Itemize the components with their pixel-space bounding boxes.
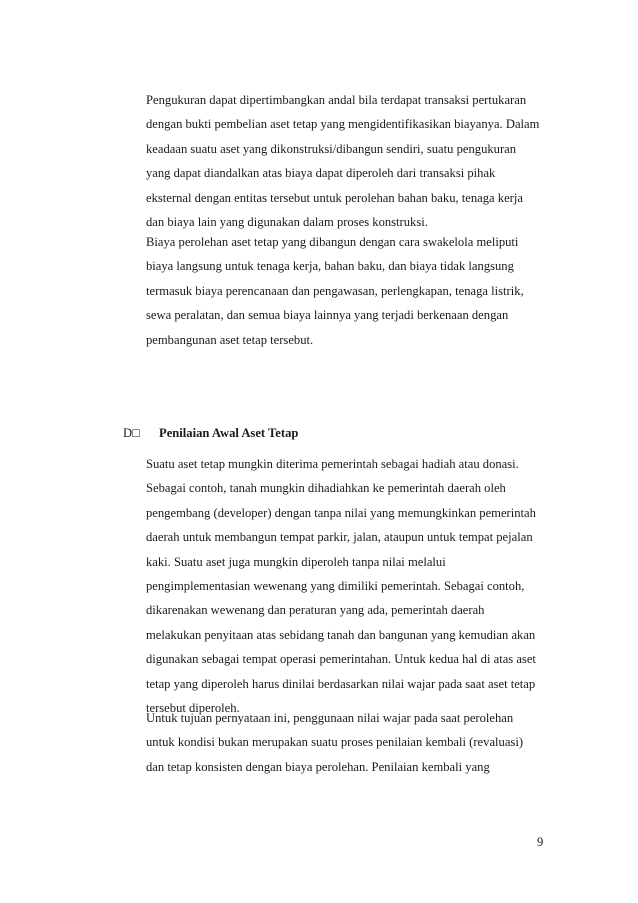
text-line: digunakan sebagai tempat operasi pemerintahan. Untuk kedua hal di atas aset	[146, 652, 536, 667]
paragraph-4	[146, 706, 546, 779]
text-line: pengimplementasian wewenang yang dimiliki pemerintah. Sebagai contoh,	[146, 579, 525, 594]
text-line: dikarenakan wewenang dan peraturan yang ada, pemerintah daerah	[146, 603, 485, 618]
text-line: untuk kondisi bukan merupakan suatu proses penilaian kembali (revaluasi)	[146, 735, 524, 750]
text-line: dan tetap konsisten dengan biaya perolehan. Penilaian kembali yang	[146, 759, 490, 774]
paragraph-3	[146, 452, 546, 720]
section-marker: D□	[123, 426, 140, 440]
text-line: yang dapat diandalkan atas biaya dapat diperoleh dari transaksi pihak	[146, 166, 496, 181]
text-line: keadaan suatu aset yang dikonstruksi/dibangun sendiri, suatu pengukuran	[146, 141, 517, 156]
section-title: Penilaian Awal Aset Tetap	[159, 426, 299, 440]
section-heading	[123, 421, 298, 445]
text-line: termasuk biaya perencanaan dan pengawasan, perlengkapan, tenaga listrik,	[146, 283, 524, 298]
text-line: tetap yang diperoleh harus dinilai berdasarkan nilai wajar pada saat aset tetap	[146, 676, 536, 691]
text-line: sewa peralatan, dan semua biaya lainnya yang terjadi berkenaan dengan	[146, 308, 509, 323]
text-line: Biaya perolehan aset tetap yang dibangun dengan cara swakelola meliputi	[146, 235, 519, 249]
text-line: dengan bukti pembelian aset tetap yang mengidentifikasikan biayanya. Dalam	[146, 117, 540, 132]
text-line: pengembang (developer) dengan tanpa nilai yang memungkinkan pemerintah	[146, 505, 536, 520]
page-number: 9	[537, 835, 544, 849]
paragraph-1	[146, 88, 546, 234]
text-line: pembangunan aset tetap tersebut.	[146, 332, 314, 347]
paragraph-2	[146, 230, 546, 352]
text-line: Suatu aset tetap mungkin diterima pemerintah sebagai hadiah atau donasi.	[146, 457, 519, 471]
text-line: kaki. Suatu aset juga mungkin diperoleh tanpa nilai melalui	[146, 554, 446, 569]
text-line: Untuk tujuan pernyataan ini, penggunaan nilai wajar pada saat perolehan	[146, 711, 514, 725]
text-line: dan biaya lain yang digunakan dalam proses konstruksi.	[146, 215, 428, 230]
text-line: eksternal dengan entitas tersebut untuk perolehan bahan baku, tenaga kerja	[146, 190, 523, 205]
text-line: melakukan penyitaan atas sebidang tanah dan bangunan yang kemudian akan	[146, 627, 536, 642]
text-line: tersebut diperoleh.	[146, 701, 240, 716]
text-line: Sebagai contoh, tanah mungkin dihadiahkan ke pemerintah daerah oleh	[146, 481, 506, 496]
text-line: Pengukuran dapat dipertimbangkan andal bila terdapat transaksi pertukaran	[146, 93, 527, 107]
text-line: daerah untuk membangun tempat parkir, jalan, ataupun untuk tempat pejalan	[146, 530, 533, 545]
text-line: biaya langsung untuk tenaga kerja, bahan baku, dan biaya tidak langsung	[146, 259, 514, 274]
